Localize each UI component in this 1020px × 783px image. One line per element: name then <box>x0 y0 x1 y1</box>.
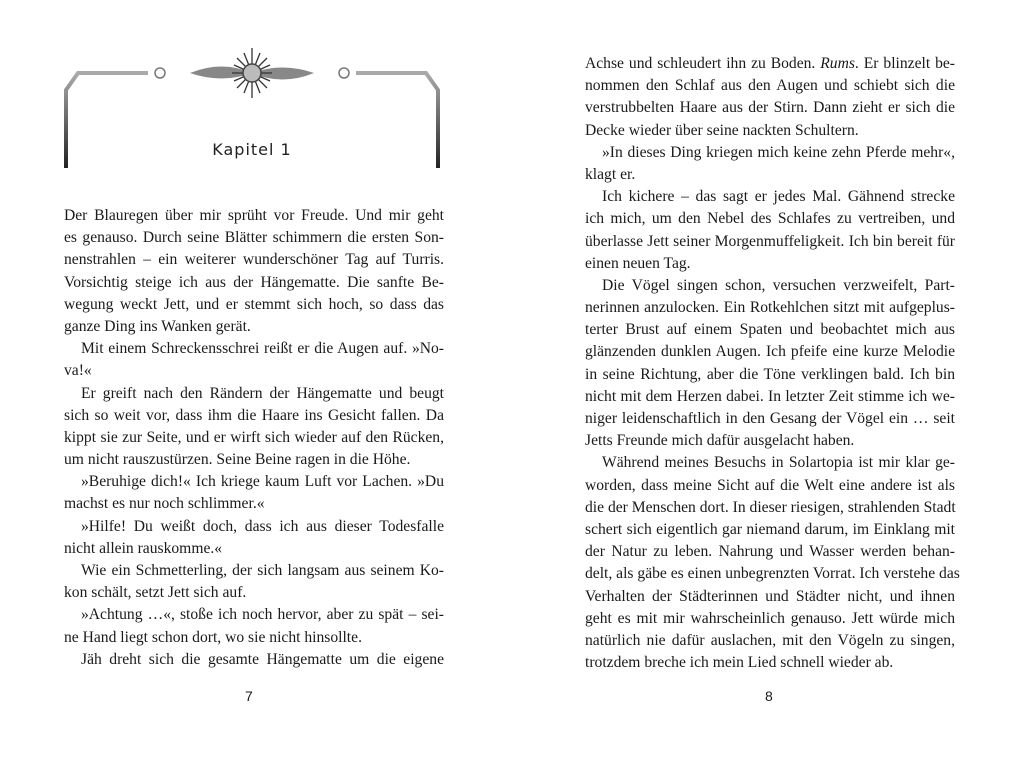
text-line: Vorsichtig steige ich aus der Hängematte. Die sanfte Be- <box>64 273 444 291</box>
text-line: Decke wieder über seine nackten Schultern. <box>585 121 859 139</box>
text-line: Ich kichere – das sagt er jedes Mal. Gähnend strecke <box>602 188 955 206</box>
text-line: glänzenden dunklen Augen. Ich pfeife eine kurze Melodie <box>585 343 955 361</box>
text-line: geht es mit mir wahrscheinlich genauso. Jett würde mich <box>585 609 955 627</box>
text-line: kippt sie zur Seite, und er wirft sich wieder auf den Rücken, <box>64 428 444 446</box>
text-line: Verhalten der Städterinnen und Städter nicht, und ihnen <box>585 587 955 605</box>
text-line: schert sich eigentlich gar niemand darum, im Einklang mit <box>585 520 955 538</box>
page-number: 8 <box>765 688 773 704</box>
text-line: nicht allein rauskomme.« <box>64 539 223 557</box>
text-line: nommen den Schlaf aus den Augen und schiebt sich die <box>585 77 955 95</box>
text-segment: Achse und schleudert ihn zu Boden. <box>585 55 821 72</box>
text-line: trotzdem breche ich mein Lied schnell wieder ab. <box>585 654 894 672</box>
right-page <box>510 0 1020 783</box>
text-line: in seine Richtung, aber die Töne verklingen bald. Ich bin <box>585 365 955 383</box>
text-segment: . Er blinzelt be- <box>854 55 955 72</box>
text-line: Die Vögel singen schon, versuchen verzweifelt, Part- <box>602 276 955 294</box>
text-line: die der Menschen dort. In dieser riesigen, strahlenden Stadt <box>585 498 956 516</box>
text-line: nenstrahlen – ein weiterer wunderschöner Tag auf Turris. <box>64 251 444 269</box>
text-line: Jetts Freunde mich dafür ausgelacht haben. <box>585 432 855 450</box>
text-line: um nicht rauszustürzen. Seine Beine ragen in die Höhe. <box>64 451 411 469</box>
text-line: »In dieses Ding kriegen mich keine zehn Pferde mehr«, <box>602 143 955 161</box>
text-line: klagt er. <box>585 165 636 183</box>
text-line: einen neuen Tag. <box>585 254 691 272</box>
text-line: worden, dass meine Sicht auf die Welt eine andere ist als <box>585 476 955 494</box>
left-body-text <box>64 205 444 671</box>
page-number: 7 <box>245 688 253 704</box>
sun-ornament-icon <box>190 48 314 98</box>
text-line: delt, als gäbe es einen unbegrenzten Vorrat. Ich verstehe das <box>585 565 960 583</box>
text-line: es genauso. Durch seine Blätter schimmern die ersten Son- <box>64 229 444 247</box>
text-line: natürlich nie dafür auslachen, mit den Vögeln zu singen, <box>585 631 955 649</box>
text-line: niger leidenschaftlich in den Gesang der Vögel ein … seit <box>585 410 955 427</box>
text-line: nerinnen anzulocken. Ein Rotkehlchen sitzt mit aufgeplus- <box>585 299 955 317</box>
text-line: »Beruhige dich!« Ich kriege kaum Luft vor Lachen. »Du <box>81 473 444 491</box>
text-line: Jäh dreht sich die gesamte Hängematte um die eigene <box>81 650 444 668</box>
chapter-title: Kapitel 1 <box>212 140 292 159</box>
text-line: verstrubbelten Haare aus der Stirn. Dann zieht er sich die <box>585 99 955 117</box>
text-line: Der Blauregen über mir sprüht vor Freude. Und mir geht <box>64 207 444 224</box>
text-line: Wie ein Schmetterling, der sich langsam aus seinem Ko- <box>81 562 444 579</box>
text-line: nicht mit dem Herzen dabei. In letzter Zeit stimme ich we- <box>585 387 955 405</box>
text-line <box>585 53 955 75</box>
text-line: Mit einem Schreckensschrei reißt er die Augen auf. »No- <box>81 340 444 358</box>
text-line: ne Hand liegt schon dort, wo sie nicht hinsollte. <box>64 628 362 646</box>
text-line: überlasse Jett seiner Morgenmuffeligkeit. Ich bin bereit für <box>585 232 955 250</box>
text-line: »Achtung …«, stoße ich noch hervor, aber zu spät – sei- <box>81 606 444 624</box>
text-line: Er greift nach den Rändern der Hängematte und beugt <box>81 384 444 402</box>
text-line: terter Brust auf einem Spaten und beobachtet mich aus <box>585 321 955 339</box>
text-line: Während meines Besuchs in Solartopia ist mir klar ge- <box>602 454 955 472</box>
text-line: wegung weckt Jett, und er stemmt sich hoch, so dass das <box>64 295 444 313</box>
text-line: kon schält, setzt Jett sich auf. <box>64 584 247 602</box>
italic-word: Rums <box>820 55 855 72</box>
text-line: ganze Ding ins Wanken gerät. <box>64 317 251 335</box>
text-line: »Hilfe! Du weißt doch, dass ich aus dieser Todesfalle <box>81 517 444 535</box>
text-line: machst es nur noch schlimmer.« <box>64 495 265 513</box>
text-line: ich mich, um den Nebel des Schlafes zu vertreiben, und <box>585 210 955 228</box>
text-line: der Natur zu leben. Nahrung und Wasser werden behan- <box>585 543 955 561</box>
text-line: va!« <box>64 362 92 380</box>
right-body-text <box>585 53 960 674</box>
text-line: sich so weit vor, dass ihm die Haare ins Gesicht fallen. Da <box>64 406 444 424</box>
